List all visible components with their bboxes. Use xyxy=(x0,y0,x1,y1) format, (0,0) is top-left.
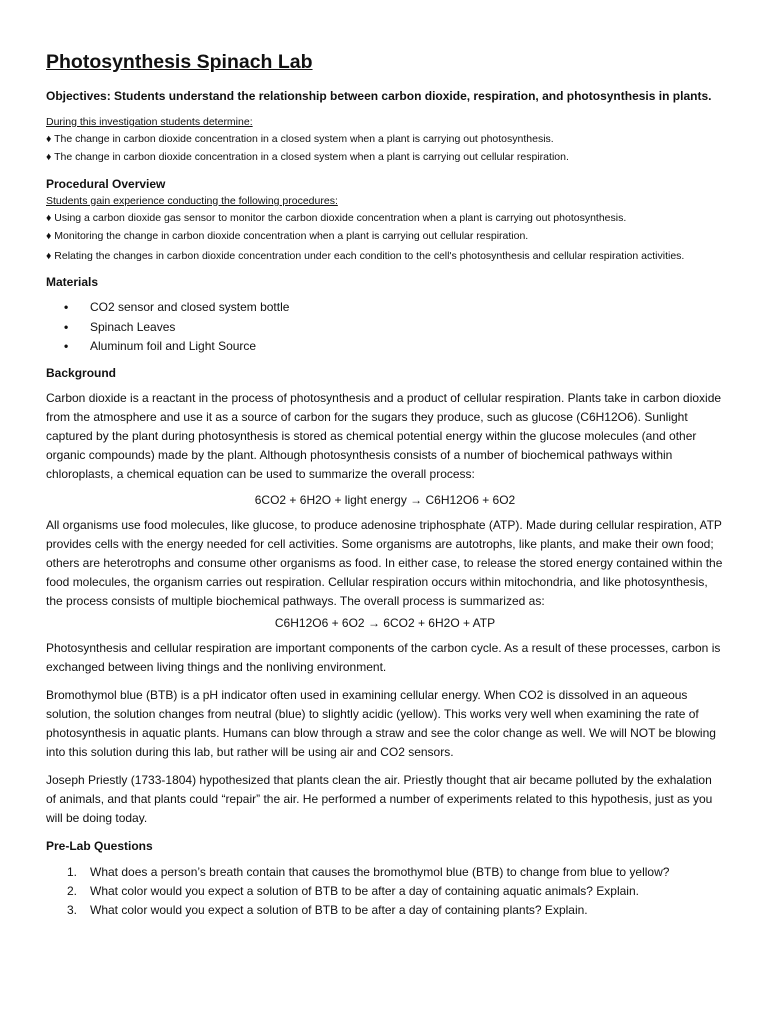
objectives-label: Objectives: xyxy=(46,89,111,103)
list-item: • Aluminum foil and Light Source xyxy=(46,337,724,357)
procedural-item: ♦ Using a carbon dioxide gas sensor to monitor the carbon dioxide concentration when a plant is carrying out photosynthesis. xyxy=(46,211,627,224)
background-paragraph: Carbon dioxide is a reactant in the process of photosynthesis and a product of cellular respiration. Plants take in carbon dioxide from the atmosphere and use it as a source of carbon for the sugars they produce, such as glucose (C6H12O6). Sunlight captured by the plant during photosynthesis is stored as chemical potential energy within the glucose molecules (and other organic compounds) made by the plant. Although photosynthesis consists of a number of biochemical pathways within chloroplasts, a chemical equation can be used to summarize the overall process: xyxy=(46,390,722,481)
equation-respiration: C6H12O6 + 6O2 → 6CO2 + 6H2O + ATP xyxy=(274,615,496,630)
procedural-heading: Procedural Overview xyxy=(46,176,166,191)
procedural-subheading: Students gain experience conducting the following procedures: xyxy=(46,194,338,207)
materials-list xyxy=(46,298,724,357)
background-paragraph: All organisms use food molecules, like glucose, to produce adenosine triphosphate (ATP). Made during cellular respiration, ATP provides cells with the energy needed for cell activities. Some organisms are autotrophs, like plants, and make their own food; others are heterotrophs and consume other organisms as food. In either case, to release the stored energy contained within the food molecules, the organism carries out respiration. Cellular respiration occurs within mitochondria, and like photosynthesis, the process consists of multiple biochemical pathways. The overall process is summarized as: xyxy=(46,517,723,608)
background-paragraph: Joseph Priestly (1733-1804) hypothesized that plants clean the air. Priestly thought that air became polluted by the exhalation of animals, and that plants could “repair” the air. He performed a number of experiments related to this hypothesis, just as you will be doing today. xyxy=(46,772,713,825)
procedural-item: ♦ Relating the changes in carbon dioxide concentration under each condition to the cell's photosynthesis and cellular respiration activities. xyxy=(46,249,685,262)
prelab-heading: Pre-Lab Questions xyxy=(46,838,153,853)
question-number: 3. xyxy=(67,903,78,918)
question-text: What does a person’s breath contain that causes the bromothymol blue (BTB) to change from blue to yellow? xyxy=(90,865,670,880)
page-title: Photosynthesis Spinach Lab xyxy=(46,51,313,73)
list-item: • Spinach Leaves xyxy=(46,318,724,338)
list-item xyxy=(46,882,724,901)
objectives xyxy=(46,87,724,106)
list-item xyxy=(46,901,724,920)
determine-item: ♦ The change in carbon dioxide concentration in a closed system when a plant is carrying out photosynthesis. xyxy=(46,132,554,145)
equation-photosynthesis: 6CO2 + 6H2O + light energy → C6H12O6 + 6O2 xyxy=(254,492,516,507)
list-item: • CO2 sensor and closed system bottle xyxy=(46,298,724,318)
question-number: 2. xyxy=(67,884,78,899)
background-heading: Background xyxy=(46,365,117,380)
objectives-text: Students understand the relationship between carbon dioxide, respiration, and photosynthesis in plants. xyxy=(110,89,712,103)
background-paragraph: Bromothymol blue (BTB) is a pH indicator often used in examining cellular energy. When CO2 is dissolved in an aqueous solution, the solution changes from neutral (blue) to slightly acidic (yellow). This works very well when examining the rate of photosynthesis in aquatic plants. Humans can blow through a straw and see the color change as well. We will NOT be blowing into this solution during this lab, but rather will be using air and CO2 sensors. xyxy=(46,687,716,759)
materials-heading: Materials xyxy=(46,274,99,289)
determine-item: ♦ The change in carbon dioxide concentration in a closed system when a plant is carrying out cellular respiration. xyxy=(46,151,569,164)
prelab-questions xyxy=(46,863,724,920)
background-paragraph: Photosynthesis and cellular respiration are important components of the carbon cycle. As a result of these processes, carbon is exchanged between living things and the nonliving environment. xyxy=(46,640,721,674)
determine-heading: During this investigation students determine: xyxy=(46,115,253,128)
question-number: 1. xyxy=(67,865,78,880)
list-item xyxy=(46,863,724,882)
question-text: What color would you expect a solution of BTB to be after a day of containing aquatic animals? Explain. xyxy=(90,884,639,899)
procedural-item: ♦ Monitoring the change in carbon dioxide concentration when a plant is carrying out cellular respiration. xyxy=(46,230,529,243)
question-text: What color would you expect a solution of BTB to be after a day of containing plants? Explain. xyxy=(90,903,588,918)
